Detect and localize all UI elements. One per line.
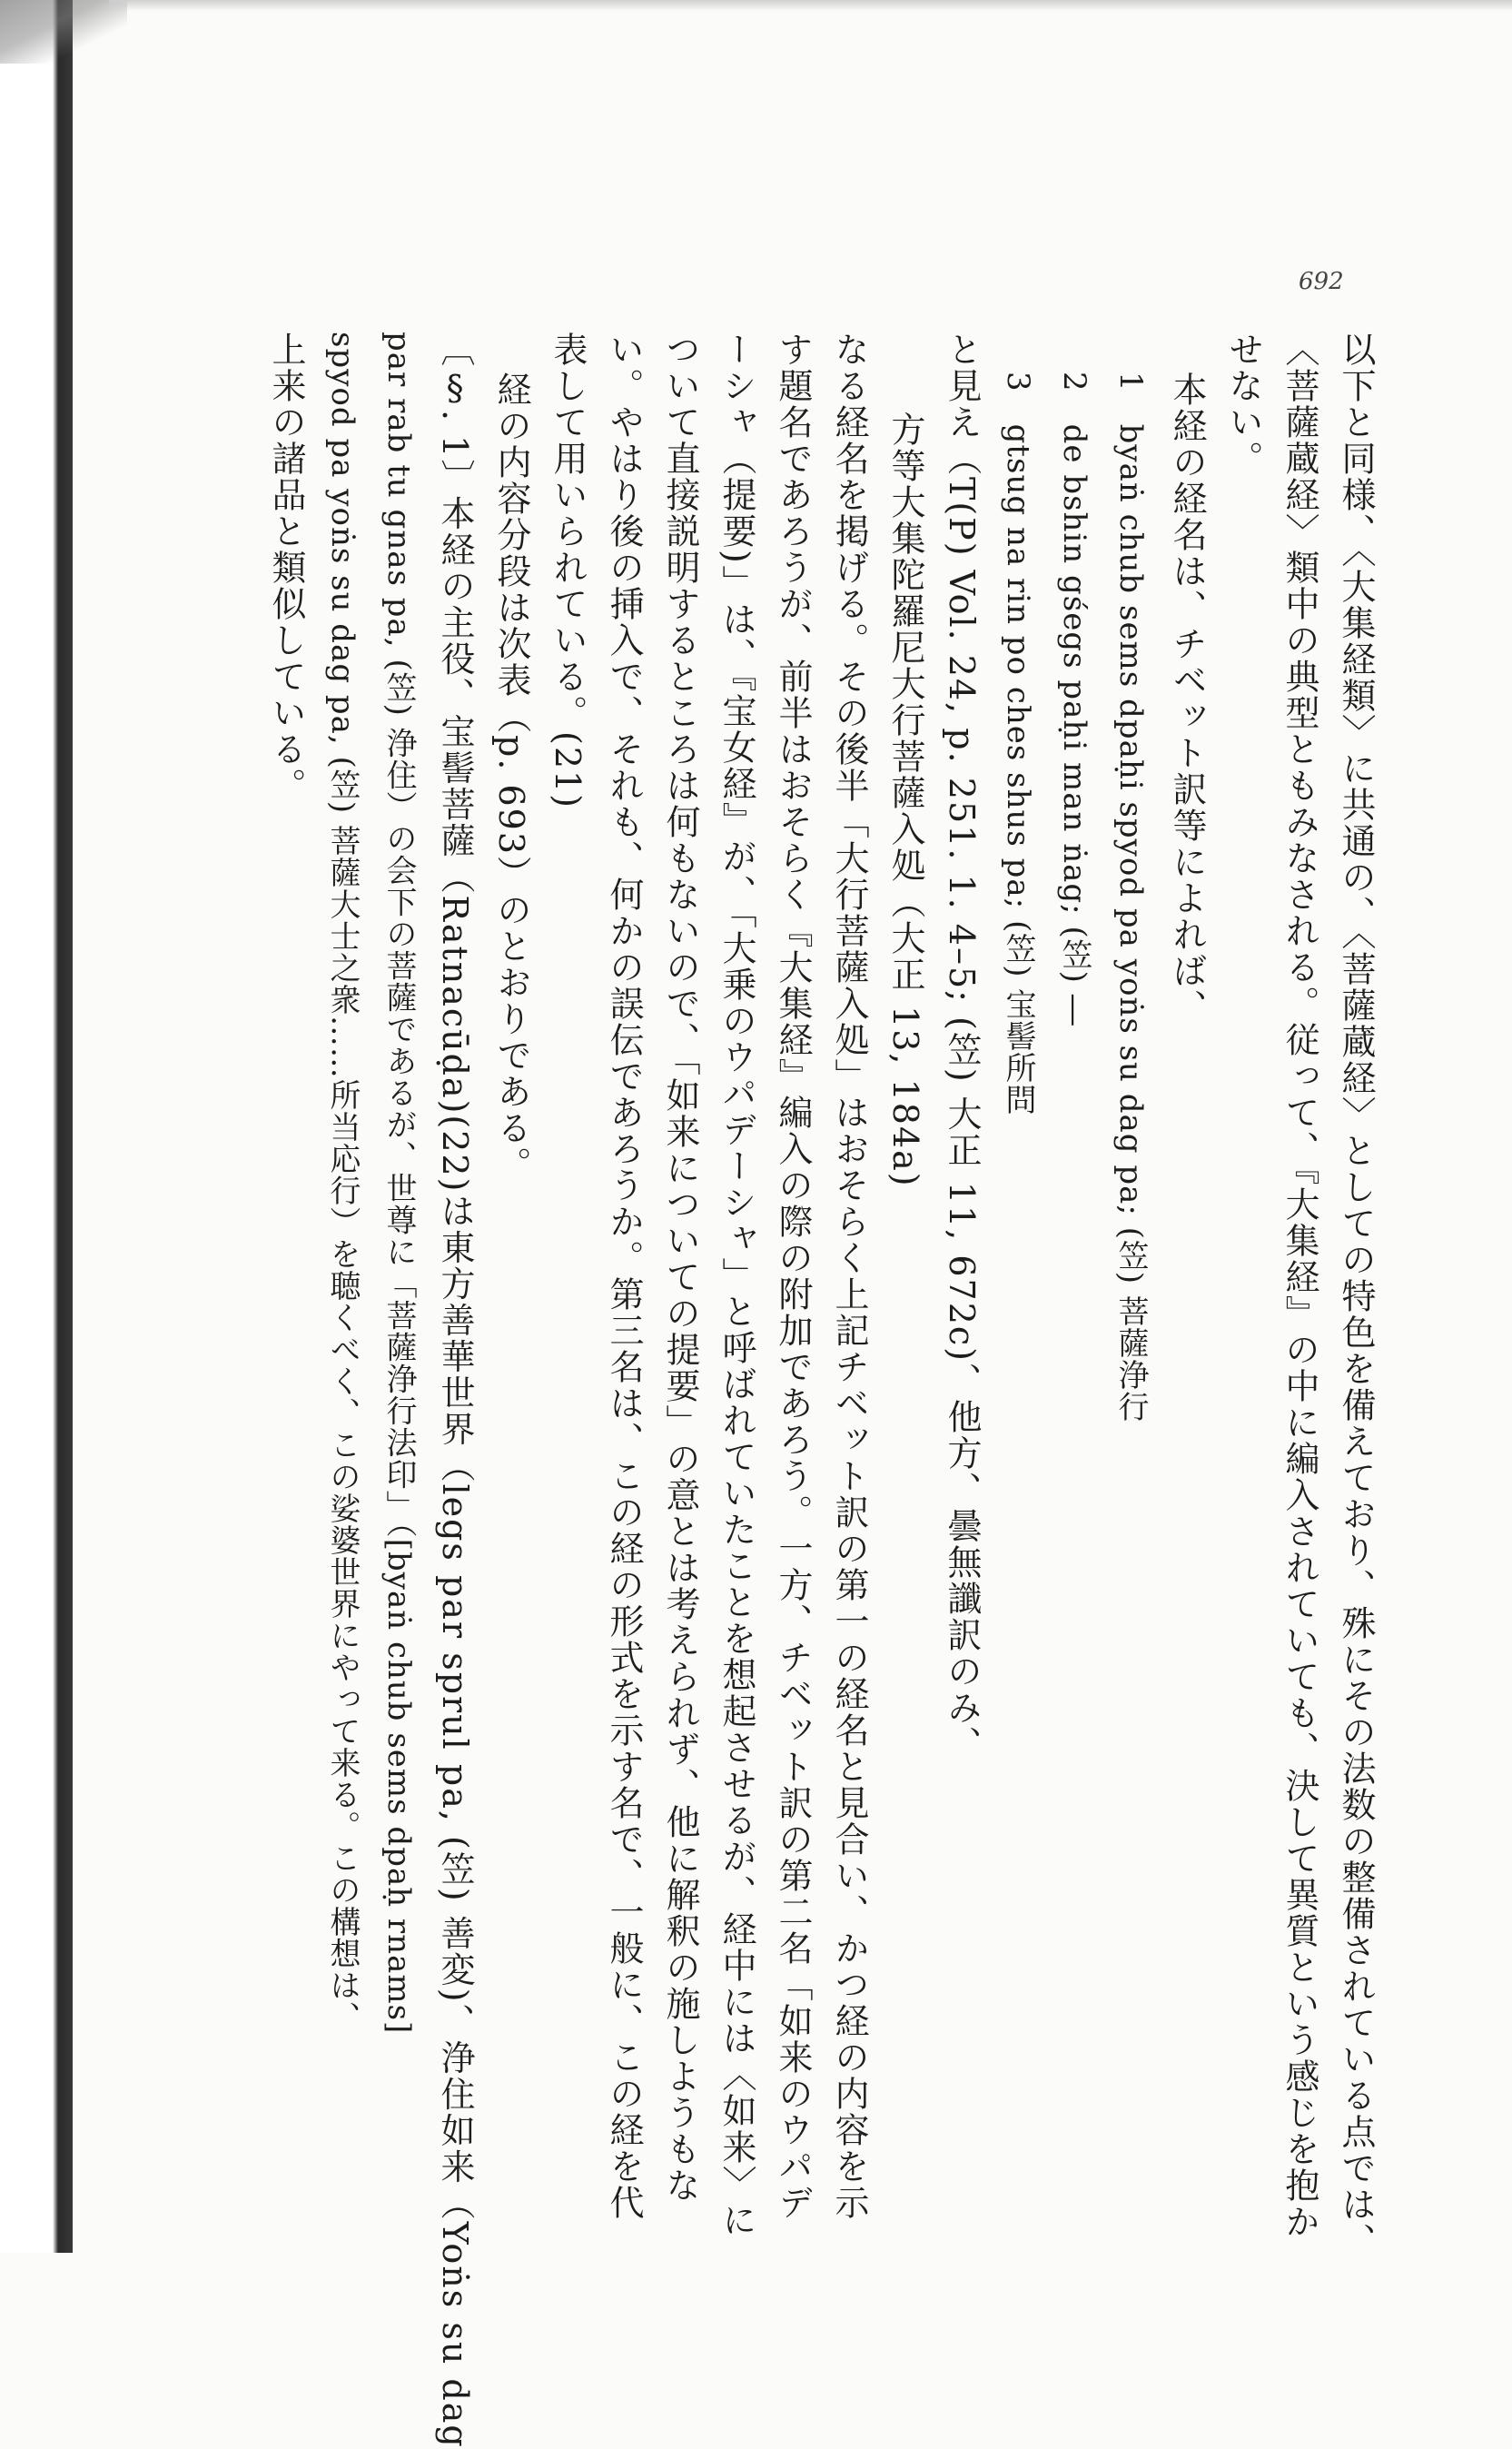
book-binding-shadow	[0, 0, 73, 2253]
vertical-text-body	[182, 332, 1380, 2449]
text-line: 以下と同様、〈大集経類〉に共通の、〈菩薩蔵経〉としての特色を備えており、殊にその法数の整備されている点では、	[1336, 332, 1376, 2259]
text-line: 1 byaṅ chub sems dpaḥi spyod pa yoṅs su dag pa; (笠) 菩薩浄行	[1112, 372, 1149, 1423]
text-line: い。やはり後の挿入で、それも、何かの誤伝であろうか。第三名は、この経の形式を示す名で、一般に、この経を代	[604, 332, 644, 2221]
text-line: 〔§. 1〕本経の主役、宝髻菩薩（Ratnacūḍa)(22)は東方善華世界（legs par sprul pa, (笠) 善変)、浄住如来（Yoṅs su dag	[435, 332, 475, 2449]
scan-corner-shadow	[0, 0, 127, 64]
text-line: 経の内容分段は次表（p. 693）のとおりである。	[491, 372, 531, 1184]
text-line: なる経名を掲げる。その後半「大行菩薩入処」はおそらく上記チベット訳の第一の経名と見合い、かつ経の内容を示	[829, 332, 869, 2221]
text-line: spyod pa yoṅs su dag pa, (笠) 菩薩大士之衆……所当応行）を聴くべく、この娑婆世界にやって来る。この構想は、	[324, 332, 361, 2033]
text-line: 表して用いられている。(21)	[548, 332, 588, 810]
text-line: 2 de bshin gśegs paḥi man ṅag; (笠) ―	[1056, 372, 1092, 1026]
page-top-edge	[109, 0, 1512, 11]
text-line: 方等大集陀羅尼大行菩薩入処（大正 13, 184a)	[885, 411, 925, 1188]
text-line: ついて直接説明するところは何もないので、「如来についての提要」の意とは考えられず、他に解釈の施しようもな	[660, 332, 700, 2204]
page-number: 692	[1299, 268, 1344, 295]
text-line: 〈菩薩蔵経〉類中の典型ともみなされる。従って、『大集経』の中に編入されていても、決して異質という感じを抱か	[1280, 332, 1319, 2240]
text-line: 本経の経名は、チベット訳等によれば、	[1167, 372, 1207, 1026]
text-line: と見え（T(P) Vol. 24, p. 251. 1. 4–5; (笠) 大正 11, 672c)、他方、曇無讖訳のみ、	[942, 332, 982, 1762]
text-line: せない。	[1223, 332, 1263, 477]
text-line: 3 gtsug na rin po ches shus pa; (笠) 宝髻所問	[1000, 372, 1036, 1116]
text-line: す題名であろうが、前半はおそらく『大集経』編入の際の附加であろう。一方、チベット訳の第二名「如来のウパデ	[773, 332, 813, 2221]
text-line: 上来の諸品と類似している。	[266, 332, 306, 804]
text-line: ーシャ（提要)」は、『宝女経』が、「大乗のウパデーシャ」と呼ばれていたことを想起させるが、経中には〈如来〉に	[716, 332, 756, 2238]
text-line: par rab tu gnas pa, (笠) 浄住）の会下の菩薩であるが、世尊に「菩薩浄行法印」（[byaṅ chub sems dpaḥ rnams]	[380, 332, 417, 2035]
